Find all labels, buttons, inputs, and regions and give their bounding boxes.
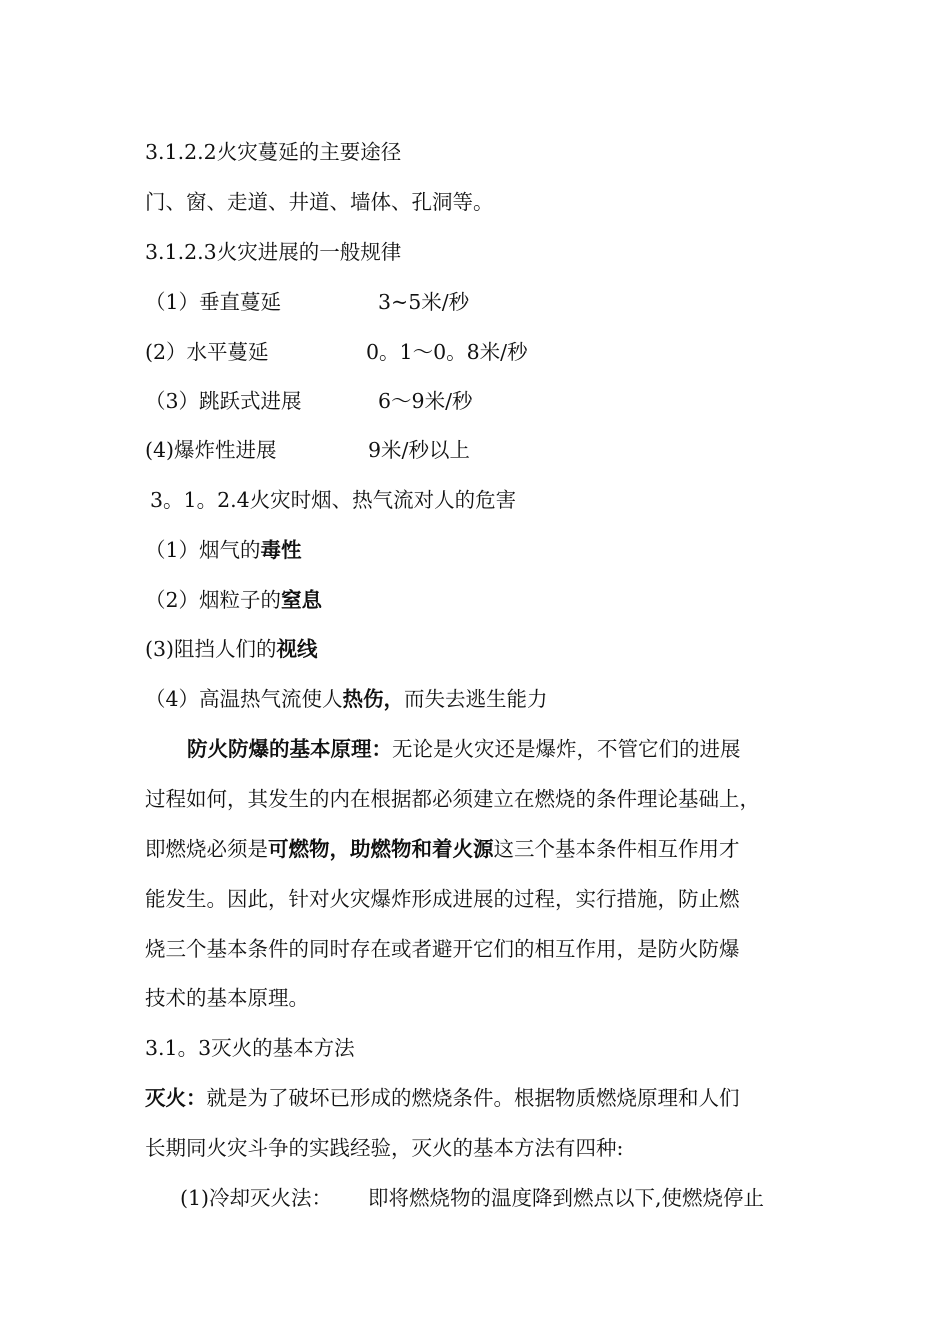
principle-line <box>145 834 740 864</box>
hazard-text: （1）烟气的 <box>145 538 261 562</box>
spread-value: 3~5米/秒 <box>378 290 470 314</box>
spread-value: 6～9米/秒 <box>378 389 473 413</box>
spread-item <box>145 386 473 416</box>
hazard-item <box>145 535 302 565</box>
spread-label: (4)爆炸性进展 <box>145 438 277 462</box>
method-label: (1)冷却灭火法： <box>180 1186 333 1210</box>
section-heading-3123: 3.1.2.3火灾进展的一般规律 <box>145 240 402 264</box>
principle-text: 无论是火灾还是爆炸，不管它们的进展 <box>392 737 741 761</box>
extinguish-line <box>145 1083 740 1113</box>
spread-item <box>145 337 528 367</box>
hazard-keyword: 窒息 <box>281 588 323 612</box>
method-text: 即将燃烧物的温度降到燃点以下,使燃烧停止 <box>368 1186 765 1210</box>
section-heading-313: 3.1。3灭火的基本方法 <box>145 1036 355 1060</box>
extinguish-line: 长期同火灾斗争的实践经验，灭火的基本方法有四种: <box>145 1136 624 1160</box>
spread-label: (2）水平蔓延 <box>145 340 269 364</box>
principle-line: 能发生。因此，针对火灾爆炸形成进展的过程，实行措施，防止燃 <box>145 887 740 911</box>
hazard-text: （4）高温热气流使人 <box>145 687 343 711</box>
spread-value: 0。1～0。8米/秒 <box>366 340 528 364</box>
principle-line: 烧三个基本条件的同时存在或者避开它们的相互作用，是防火防爆 <box>145 937 740 961</box>
principle-text: 这三个基本条件相互作用才 <box>493 837 740 861</box>
section-heading-3124: 3。1。2.4火灾时烟、热气流对人的危害 <box>150 488 517 512</box>
hazard-item <box>145 684 548 714</box>
hazard-keyword: 视线 <box>276 637 318 661</box>
principle-line <box>187 734 741 764</box>
principle-line: 技术的基本原理。 <box>145 986 309 1010</box>
hazard-item <box>145 585 322 615</box>
extinguish-text: 就是为了破坏已形成的燃烧条件。根据物质燃烧原理和人们 <box>206 1086 740 1110</box>
hazard-text: （2）烟粒子的 <box>145 588 282 612</box>
spread-item <box>145 435 470 465</box>
principle-heading: 防火防爆的基本原理： <box>187 737 392 761</box>
principle-keyword: 可燃物，助燃物和着火源 <box>268 837 494 861</box>
spread-paths-text: 门、窗、走道、井道、墙体、孔洞等。 <box>145 190 494 214</box>
extinguish-heading: 灭火： <box>145 1086 207 1110</box>
hazard-keyword: 毒性 <box>260 538 302 562</box>
spread-value: 9米/秒以上 <box>368 438 470 462</box>
principle-text: 即燃烧必须是 <box>145 837 268 861</box>
method-cooling <box>180 1183 764 1213</box>
spread-label: （1）垂直蔓延 <box>145 290 282 314</box>
hazard-text: 而失去逃生能力 <box>404 687 548 711</box>
spread-label: （3）跳跃式进展 <box>145 389 302 413</box>
hazard-keyword: 热伤， <box>342 687 405 711</box>
hazard-text: (3)阻挡人们的 <box>145 637 277 661</box>
spread-item <box>145 287 469 317</box>
section-heading-3122: 3.1.2.2火灾蔓延的主要途径 <box>145 140 402 164</box>
principle-line: 过程如何，其发生的内在根据都必须建立在燃烧的条件理论基础上， <box>145 787 760 811</box>
hazard-item <box>145 634 318 664</box>
